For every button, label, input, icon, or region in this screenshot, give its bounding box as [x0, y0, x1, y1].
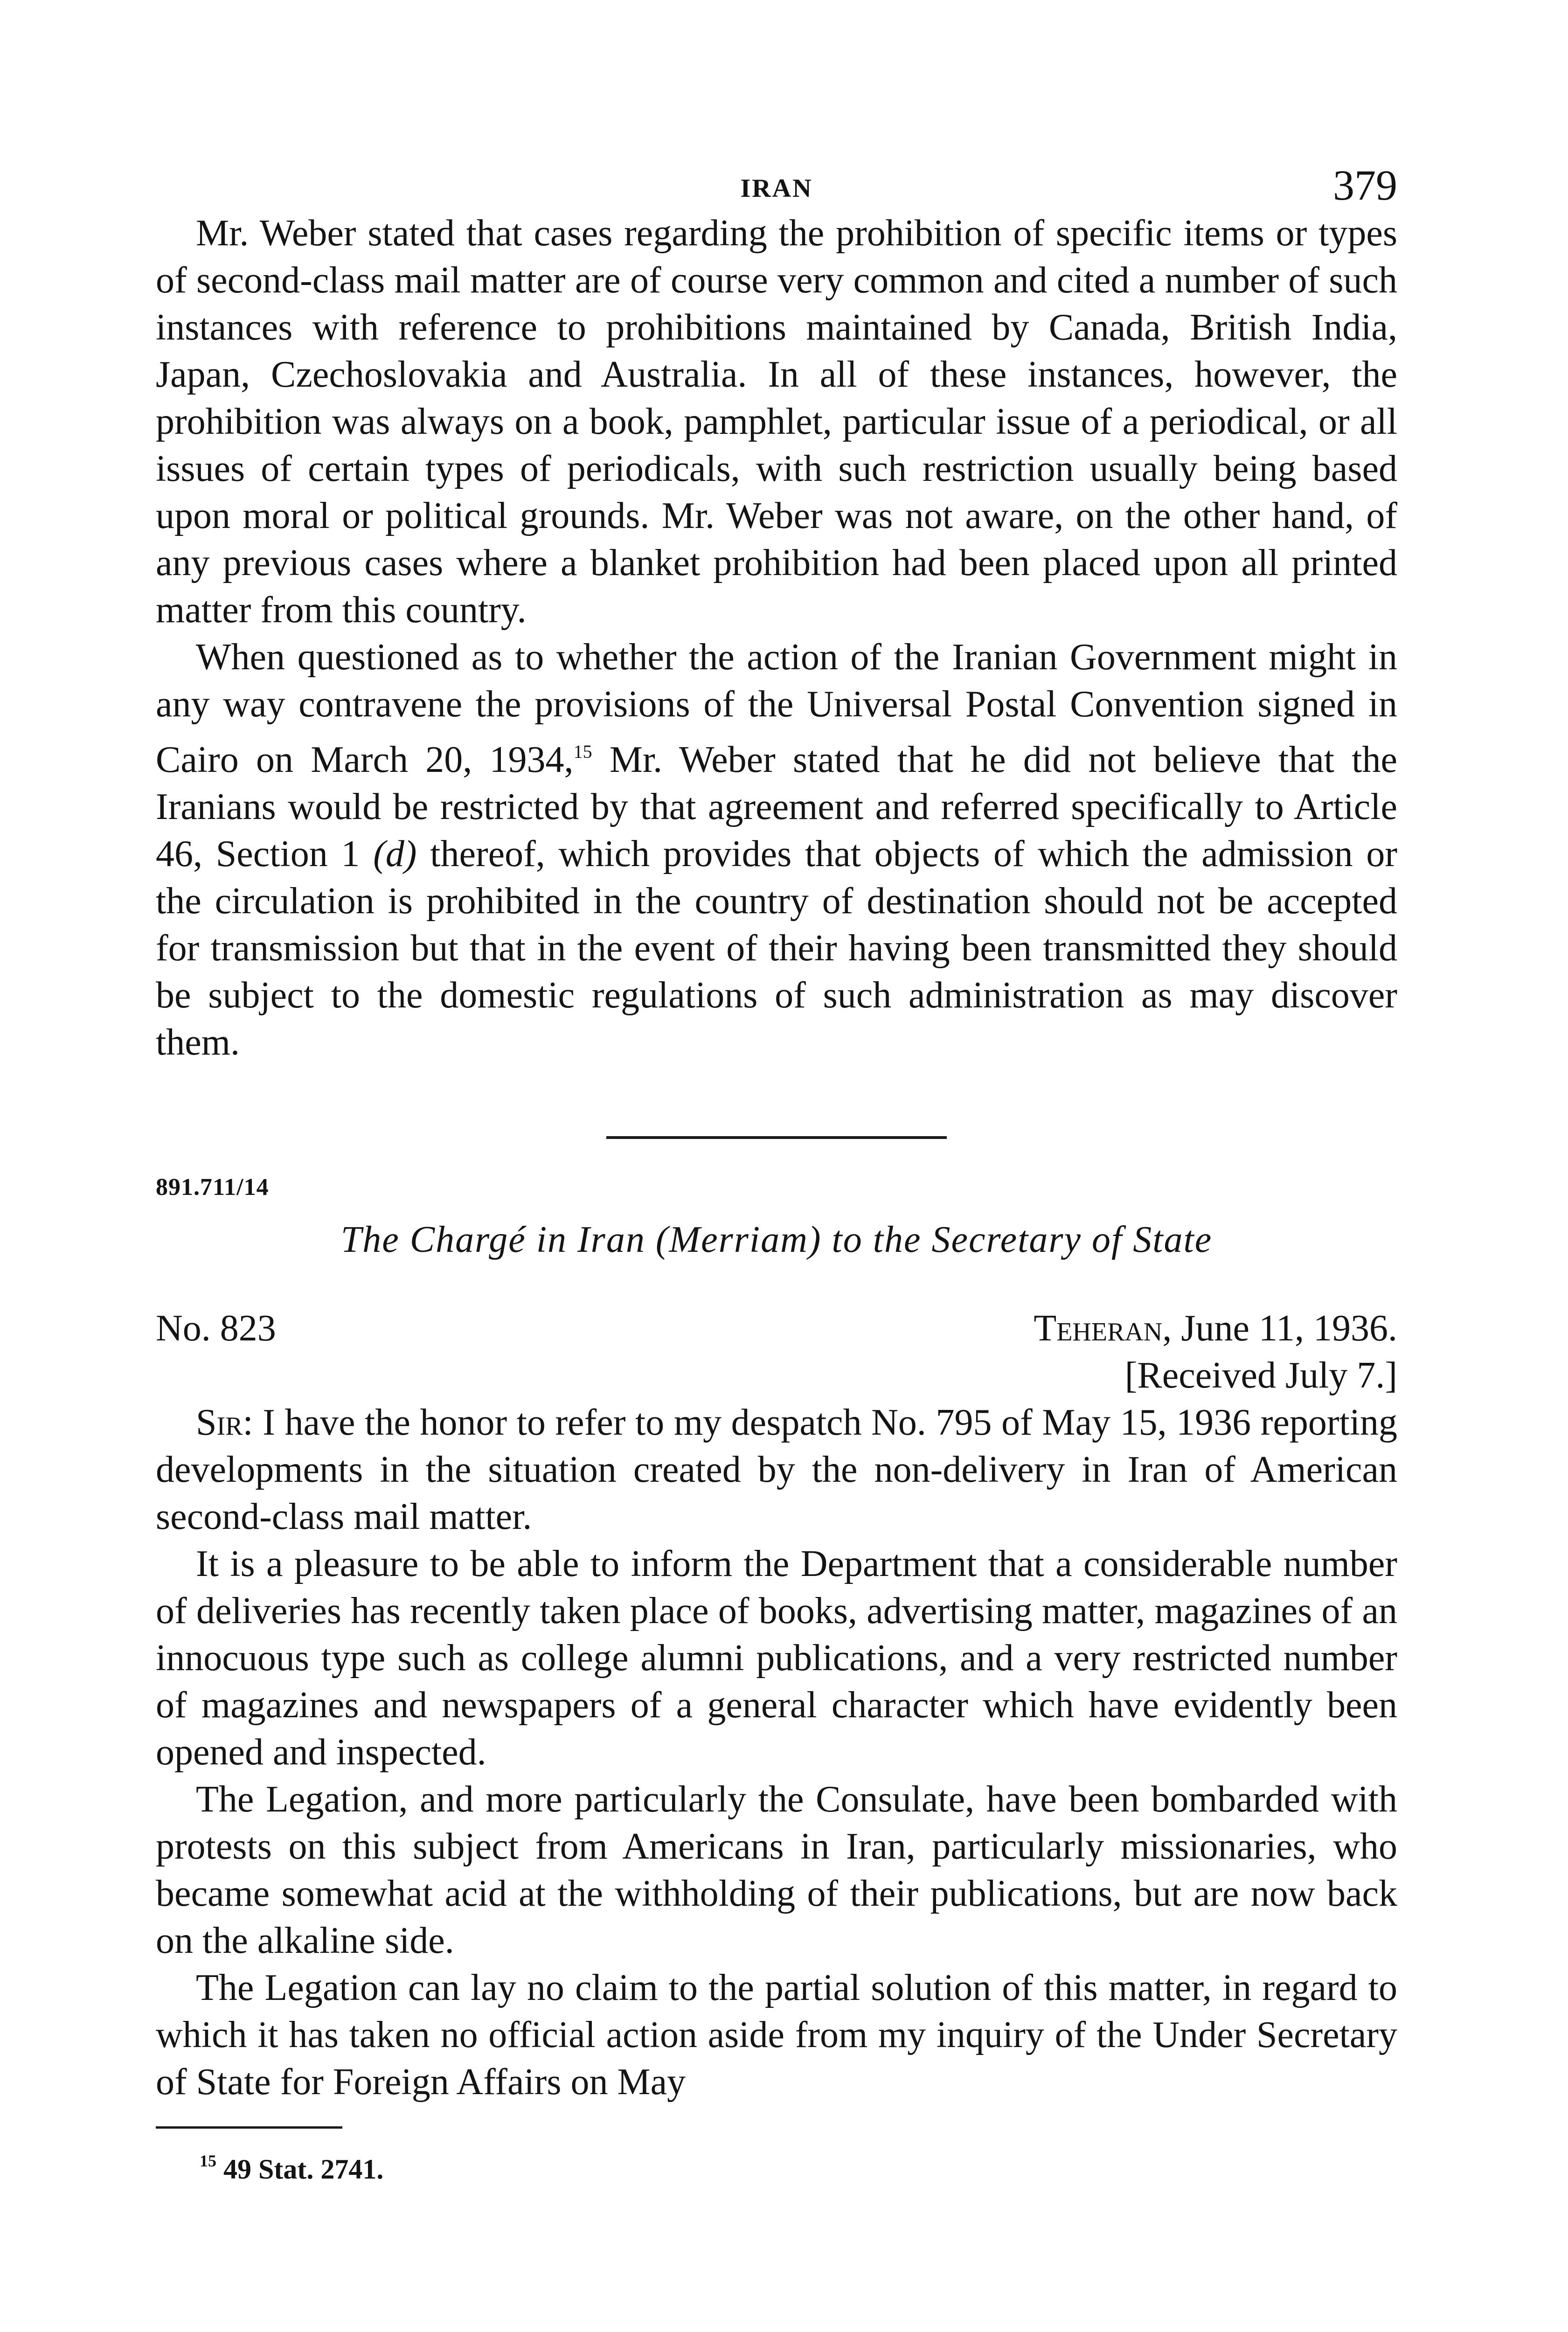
footnote-marker: 15 [200, 2152, 216, 2170]
dispatch-place: Teheran, [1034, 1308, 1172, 1349]
paragraph-text: Mr. Weber stated that he did not believe that the Iranians would be restricted by that agreement and referred specifically to Article 46, Section 1 [156, 739, 1397, 874]
salutation: Sir: [196, 1402, 253, 1443]
running-head-title: IRAN [740, 174, 813, 203]
paragraph-text: I have the honor to refer to my despatch No. 795 of May 15, 1936 reporting developments in the situation created by the non-delivery in Iran of American second-class mail matter. [156, 1402, 1397, 1537]
document-title: The Chargé in Iran (Merriam) to the Secretary of State [340, 1219, 1213, 1260]
dispatch-number: No. 823 [156, 1308, 276, 1349]
footnote-reference[interactable]: 15 [573, 741, 592, 762]
document-page [156, 154, 1397, 2186]
dispatch-header [156, 1305, 1397, 1399]
running-head [156, 154, 1397, 210]
paragraph-text: When questioned as to whether the action of the Iranian Government might in any way contravene the provisions of the Universal Postal Convention signed in Cairo on March 20, 1934, [156, 637, 1397, 780]
dispatch-dateline [1034, 1305, 1397, 1352]
dispatch-date: June 11, 1936. [1172, 1308, 1397, 1349]
paragraph-deliveries: It is a pleasure to be able to inform the Department that a considerable number of deliveries has recently taken place of books, advertising matter, magazines of an innocuous type such as college alumni publications, and a very restricted number of magazines and newspapers of a general character which have evidently been opened and inspected. [156, 1543, 1397, 1773]
received-date: [Received July 7.] [1124, 1355, 1397, 1396]
file-number: 891.711/14 [156, 1174, 269, 1201]
italic-text: (d) [373, 833, 417, 874]
paragraph-text: thereof, which provides that objects of which the admission or the circulation is prohibited in the country of destination should not be accepted for transmission but that in the event of their having been transmitted they should be subject to the domestic regulations of such administration as may discover them. [156, 833, 1398, 1063]
paragraph-protests: The Legation, and more particularly the Consulate, have been bombarded with protests on this subject from Americans in Iran, particularly missionaries, who became somewhat acid at the withholding of their publications, but are now back on the alkaline side. [156, 1779, 1397, 1961]
paragraph-weber-prohibitions: Mr. Weber stated that cases regarding the prohibition of specific items or types of second-class mail matter are of course very common and cited a number of such instances with reference to prohibitions maintained by Canada, British India, Japan, Czechoslovakia and Australia. In all of these instances, however, the prohibition was always on a book, pamphlet, particular issue of a periodical, or all issues of certain types of periodicals, with such restriction usually being based upon moral or political grounds. Mr. Weber was not aware, on the other hand, of any previous cases where a blanket prohibition had been placed upon all printed matter from this country. [156, 213, 1397, 631]
footnote-rule [156, 2126, 342, 2129]
footnote-text: 49 Stat. 2741. [216, 2154, 384, 2185]
footnote [156, 2151, 1397, 2186]
paragraph-legation-claim: The Legation can lay no claim to the partial solution of this matter, in regard to which it has taken no official action aside from my inquiry of the Under Secretary of State for Foreign Affairs on May [156, 1967, 1397, 2103]
section-divider [606, 1136, 947, 1139]
page-number: 379 [1333, 161, 1397, 209]
paragraph-salutation [156, 1399, 1397, 1541]
paragraph-postal-convention [156, 634, 1397, 1066]
